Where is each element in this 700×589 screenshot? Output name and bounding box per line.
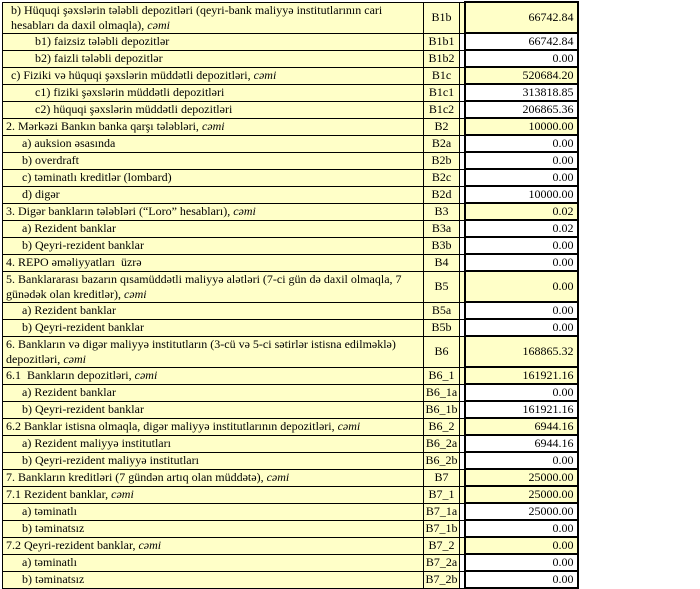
row-value-cell: 25000.00 (465, 486, 578, 503)
table-row (3, 152, 578, 169)
row-value-cell: 66742.84 (465, 2, 578, 33)
table-row (3, 84, 578, 101)
table-row (3, 50, 578, 67)
row-label: a) Rezident banklar (22, 221, 116, 235)
row-code-cell: B6 (424, 336, 460, 367)
table-row (3, 101, 578, 118)
row-value-cell[interactable]: 0.00 (465, 520, 578, 537)
row-label: 6. Bankların və digər maliyyə institutların (3-cü və 5-ci sətirlər istisna edilməklə) depozitləri, (6, 336, 399, 366)
row-value-cell[interactable]: 0.00 (465, 135, 578, 152)
row-value-cell[interactable]: 0.00 (465, 452, 578, 469)
row-label: b) overdraft (22, 153, 79, 167)
table-row (3, 418, 578, 435)
row-value-cell: 25000.00 (465, 469, 578, 486)
row-description-cell (3, 203, 424, 220)
row-code-cell: B6_2a (424, 435, 460, 452)
row-code-cell: B1b (424, 2, 460, 33)
row-value-cell: 10000.00 (465, 118, 578, 135)
table-row (3, 135, 578, 152)
row-description-cell (3, 169, 424, 186)
row-code-cell: B7_2a (424, 554, 460, 571)
row-value-cell: 168865.32 (465, 336, 578, 367)
row-code-cell: B7_2 (424, 537, 460, 554)
row-code-cell: B6_1 (424, 367, 460, 384)
table-row (3, 319, 578, 336)
row-code-cell: B7_1b (425, 521, 458, 535)
row-description-cell (3, 571, 424, 588)
row-code-cell: B2a (424, 135, 460, 152)
bank-liabilities-table (2, 1, 579, 589)
row-code-cell: B6_1b (425, 402, 458, 416)
row-value-cell[interactable]: 0.00 (465, 554, 578, 571)
row-label: 7.1 Rezident banklar, (6, 487, 112, 501)
row-code-cell: B5b (424, 319, 460, 336)
row-value-cell[interactable]: 0.00 (465, 384, 578, 401)
cemi-italic-suffix: cəmi (134, 368, 158, 382)
row-value-cell: 0.02 (465, 203, 578, 220)
table-row (3, 537, 578, 554)
row-code-cell: B1c1 (424, 84, 460, 101)
row-label: b1) faizsiz tələbli depozitlər (35, 34, 170, 48)
cemi-italic-suffix: cəmi (337, 419, 361, 433)
row-code-cell: B1c2 (424, 101, 460, 118)
row-code-cell: B6_2b (425, 453, 458, 467)
row-label: 2. Mərkəzi Bankın banka qarşı tələbləri, (6, 119, 202, 133)
row-description-cell (3, 67, 424, 84)
row-label: c1) fiziki şəxslərin müddətli depozitləri (35, 85, 225, 99)
row-value-cell[interactable]: 25000.00 (465, 503, 578, 520)
row-label: 7.2 Qeyri-rezident banklar, (6, 538, 139, 552)
row-value-cell: 0.00 (465, 537, 578, 554)
row-description-cell (3, 367, 424, 384)
row-code-cell: B7 (424, 469, 460, 486)
table-row (3, 169, 578, 186)
row-value-cell: 0.00 (465, 271, 578, 302)
table-row (3, 336, 578, 367)
spreadsheet-region (2, 1, 700, 589)
row-code-cell: B2b (424, 152, 460, 169)
row-label: b) Qeyri-rezident banklar (22, 238, 144, 252)
row-label: 6.2 Banklar istisna olmaqla, digər maliyyə institutlarının depozitləri, (6, 419, 338, 433)
cemi-italic-suffix: cəmi (201, 119, 225, 133)
table-row (3, 435, 578, 452)
cemi-italic-suffix: cəmi (147, 17, 170, 32)
table-row (3, 2, 578, 33)
cemi-italic-suffix: cəmi (111, 487, 134, 501)
row-value-cell[interactable]: 161921.16 (465, 401, 578, 418)
row-description-cell (3, 554, 424, 571)
row-description-cell (3, 118, 424, 135)
row-value-cell[interactable]: 10000.00 (465, 186, 578, 203)
row-description-cell (3, 254, 424, 271)
row-description-cell (3, 520, 424, 537)
row-description-cell (3, 271, 424, 302)
row-label: 7. Bankların kreditləri (7 gündən artıq olan müddətə), (6, 470, 267, 484)
row-description-cell (3, 84, 424, 101)
row-value-cell[interactable]: 0.00 (465, 302, 578, 319)
row-code-cell: B1b1 (424, 33, 460, 50)
row-value-cell[interactable]: 313818.85 (465, 84, 578, 101)
row-label: a) Rezident maliyyə institutları (22, 436, 171, 450)
row-code-cell: B1b2 (424, 50, 460, 67)
row-code-cell: B3 (424, 203, 460, 220)
row-code-cell: B3a (424, 220, 460, 237)
table-row (3, 203, 578, 220)
row-description-cell (3, 486, 424, 503)
row-label: c2) hüquqi şəxslərin müddətli depozitləri (35, 102, 233, 116)
row-label: b) Qeyri-rezident maliyyə institutları (22, 453, 199, 467)
row-code-cell: B4 (424, 254, 460, 271)
row-value-cell: 161921.16 (465, 367, 578, 384)
table-row (3, 118, 578, 135)
table-row (3, 254, 578, 271)
row-label: a) auksion əsasında (22, 136, 116, 150)
row-label: d) digər (22, 187, 60, 201)
row-label: a) Rezident banklar (22, 303, 116, 317)
row-description-cell (3, 435, 424, 452)
row-description-cell (3, 302, 424, 319)
row-label: 5. Banklararası bazarın qısamüddətli maliyyə alətləri (7-ci gün də daxil olmaqla, 7 günədək olan kreditlər), (6, 271, 405, 301)
table-row (3, 67, 578, 84)
row-code-cell: B2d (424, 186, 460, 203)
row-value-cell[interactable]: 0.00 (465, 152, 578, 169)
row-code-cell: B5a (424, 302, 460, 319)
table-row (3, 384, 578, 401)
row-description-cell (3, 135, 424, 152)
cemi-italic-suffix: cəmi (138, 538, 162, 552)
table-row (3, 469, 578, 486)
row-description-cell (3, 50, 424, 67)
row-description-cell (3, 319, 424, 336)
row-label: 3. Digər bankların tələbləri (“Loro” hesabları), (6, 204, 234, 218)
row-label: c) Fiziki və hüquqi şəxslərin müddətli depozitləri, (11, 68, 254, 82)
row-description-cell (3, 186, 424, 203)
row-description-cell (3, 469, 424, 486)
row-value-cell[interactable]: 0.00 (465, 254, 578, 271)
row-value-cell: 6944.16 (465, 418, 578, 435)
cemi-italic-suffix: cəmi (123, 286, 147, 301)
table-row (3, 452, 578, 469)
row-label: 6.1 Bankların depozitləri, (6, 368, 135, 382)
row-description-cell (3, 384, 424, 401)
row-label: c) təminatlı kreditlər (lombard) (22, 170, 172, 184)
cemi-italic-suffix: cəmi (233, 204, 256, 218)
row-description-cell (3, 336, 424, 367)
row-description-cell (3, 101, 424, 118)
row-label: b) təminatsız (22, 521, 85, 535)
row-description-cell (3, 401, 424, 418)
cemi-italic-suffix: cəmi (63, 351, 86, 366)
table-row (3, 302, 578, 319)
row-value-cell[interactable]: 206865.36 (465, 101, 578, 118)
table-row (3, 186, 578, 203)
row-code-cell: B5 (424, 271, 460, 302)
row-description-cell (3, 537, 424, 554)
row-value-cell[interactable]: 0.00 (465, 169, 578, 186)
row-description-cell (3, 237, 424, 254)
table-row (3, 554, 578, 571)
table-row (3, 503, 578, 520)
row-code-cell: B6_2 (424, 418, 460, 435)
row-value-cell: 520684.20 (465, 67, 578, 84)
row-description-cell (3, 33, 424, 50)
row-label: a) Rezident banklar (22, 385, 116, 399)
row-value-cell[interactable]: 66742.84 (465, 33, 578, 50)
row-label: a) təminatlı (22, 504, 77, 518)
table-row (3, 520, 578, 537)
row-code-cell: B7_1 (424, 486, 460, 503)
table-row (3, 33, 578, 50)
row-description-cell (3, 452, 424, 469)
row-label: a) təminatlı (22, 555, 77, 569)
row-code-cell: B7_2b (425, 572, 458, 586)
cemi-italic-suffix: cəmi (266, 470, 290, 484)
table-row (3, 367, 578, 384)
row-description-cell (3, 503, 424, 520)
row-code-cell: B3b (424, 237, 460, 254)
row-value-cell[interactable]: 0.02 (465, 220, 578, 237)
table-row (3, 486, 578, 503)
table-row (3, 271, 578, 302)
cemi-italic-suffix: cəmi (253, 68, 277, 82)
row-code-cell: B6_1a (424, 384, 460, 401)
row-label: 4. REPO əməliyyatları üzrə (6, 255, 142, 269)
table-row (3, 237, 578, 254)
table-row (3, 401, 578, 418)
row-code-cell: B2c (424, 169, 460, 186)
row-value-cell[interactable]: 0.00 (465, 50, 578, 67)
row-code-cell: B7_1a (424, 503, 460, 520)
row-label: b) Qeyri-rezident banklar (22, 320, 144, 334)
row-description-cell (3, 2, 424, 33)
row-label: b) Hüquqi şəxslərin tələbli depozitləri (qeyri-bank maliyyə institutlarının cari hesabları da daxil olmaqla), (11, 2, 386, 32)
row-description-cell (3, 220, 424, 237)
row-label: b) təminatsız (22, 572, 85, 586)
table-row (3, 220, 578, 237)
row-value-cell[interactable]: 0.00 (465, 237, 578, 254)
row-code-cell: B1c (424, 67, 460, 84)
row-label: b) Qeyri-rezident banklar (22, 402, 144, 416)
table-row (3, 571, 578, 588)
row-value-cell[interactable]: 6944.16 (465, 435, 578, 452)
row-value-cell[interactable]: 0.00 (465, 571, 578, 588)
row-description-cell (3, 418, 424, 435)
row-label: b2) faizli tələbli depozitlər (35, 51, 163, 65)
row-code-cell: B2 (424, 118, 460, 135)
row-description-cell (3, 152, 424, 169)
row-value-cell[interactable]: 0.00 (465, 319, 578, 336)
